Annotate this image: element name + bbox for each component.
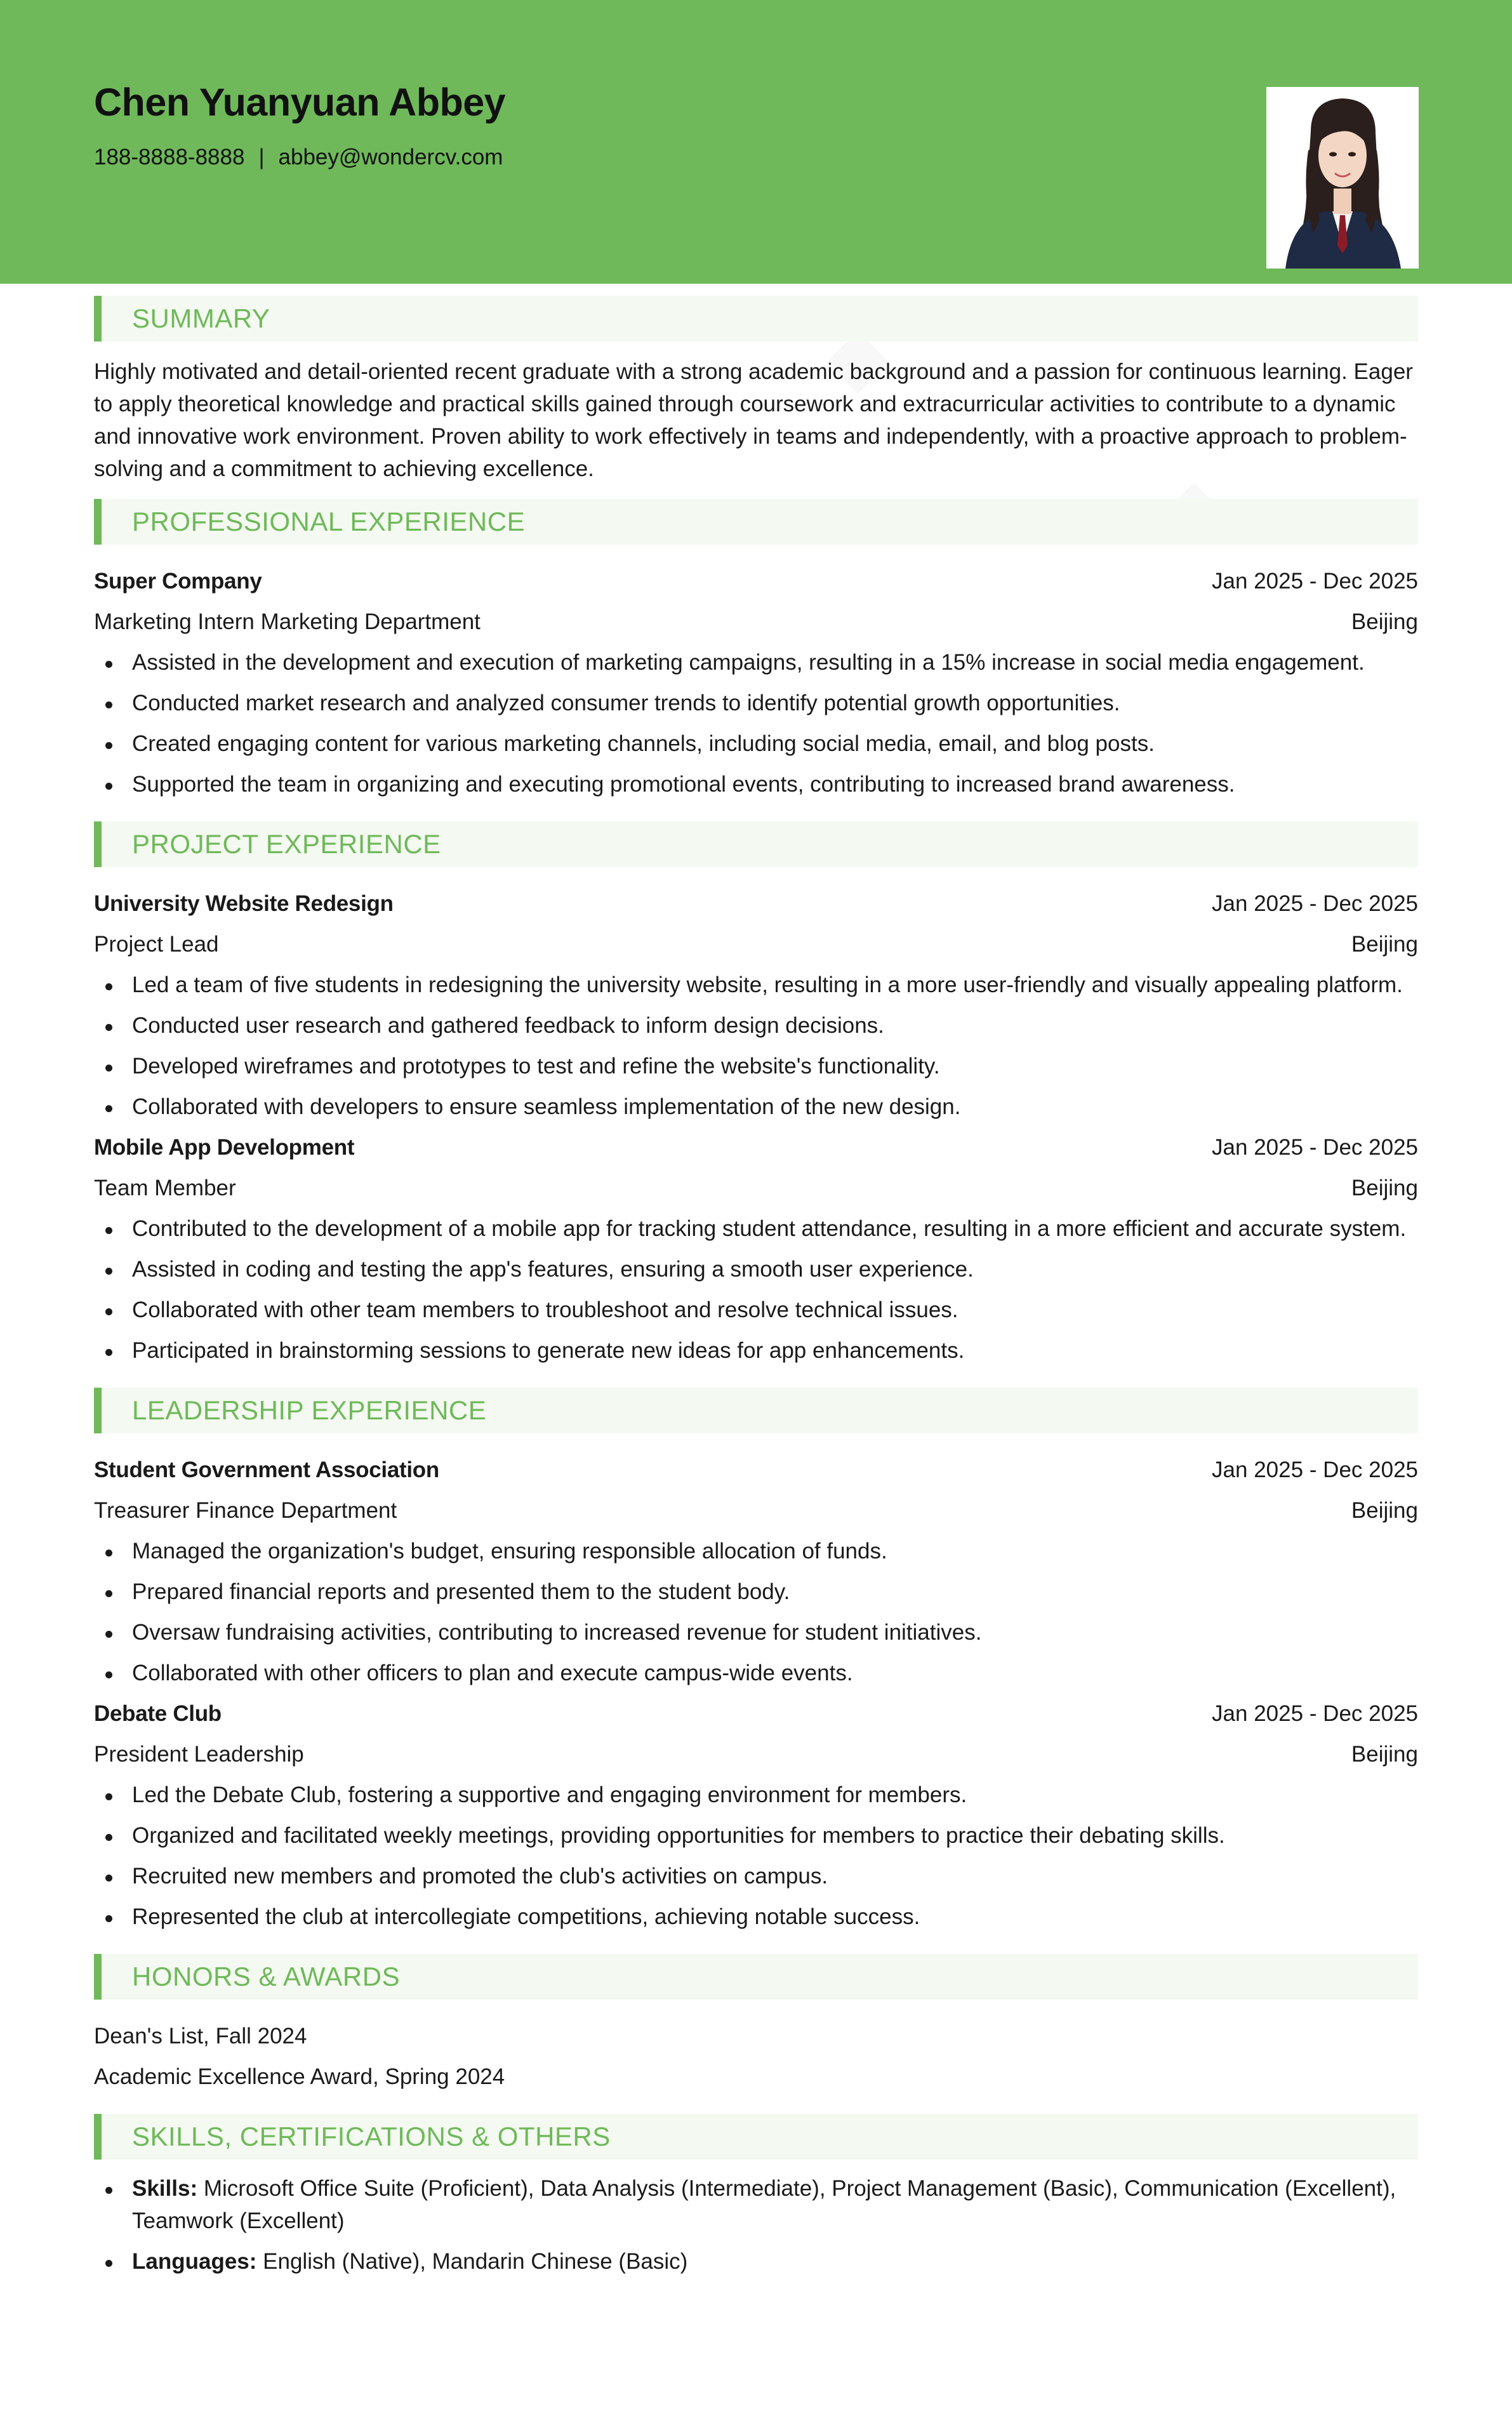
entry-location: Beijing	[1351, 932, 1418, 957]
bullet-item: Assisted in the development and execution of marketing campaigns, resulting in a 15% increase in social media engagement.	[94, 642, 1418, 683]
contact-separator: |	[258, 145, 265, 169]
entry-bullet-list	[94, 1775, 1418, 1937]
bullet-item: Led the Debate Club, fostering a supportive and engaging environment for members.	[94, 1775, 1418, 1816]
entry-role: President Leadership	[94, 1742, 304, 1767]
bullet-item: Collaborated with other officers to plan and execute campus-wide events.	[94, 1653, 1418, 1694]
entry-role: Team Member	[94, 1176, 236, 1200]
skill-value: Microsoft Office Suite (Proficient), Data Analysis (Intermediate), Project Management (Basic), Communication (Excellent), Teamwork (Excellent)	[132, 2176, 1396, 2233]
entry-date: Jan 2025 - Dec 2025	[1212, 891, 1418, 916]
entry-organization: University Website Redesign	[94, 891, 394, 916]
section-accent-bar	[94, 1954, 102, 2000]
section-header-professional-experience	[94, 499, 1418, 545]
section-header-summary	[94, 296, 1418, 342]
entry-role: Marketing Intern Marketing Department	[94, 609, 481, 634]
entry-date: Jan 2025 - Dec 2025	[1212, 1457, 1418, 1482]
bullet-item: Conducted market research and analyzed consumer trends to identify potential growth opportunities.	[94, 683, 1418, 724]
section-title: SKILLS, CERTIFICATIONS & OTHERS	[132, 2121, 611, 2151]
entry-role: Project Lead	[94, 932, 219, 957]
entry-location: Beijing	[1351, 1498, 1418, 1523]
candidate-name: Chen Yuanyuan Abbey	[94, 81, 506, 124]
section-accent-bar	[94, 296, 102, 342]
entry-organization: Student Government Association	[94, 1457, 439, 1482]
section-accent-bar	[94, 499, 102, 545]
section-header-leadership-experience	[94, 1388, 1418, 1433]
entry-bullet-list	[94, 965, 1418, 1127]
bullet-item: Collaborated with other team members to troubleshoot and resolve technical issues.	[94, 1290, 1418, 1331]
bullet-item: Developed wireframes and prototypes to test and refine the website's functionality.	[94, 1046, 1418, 1087]
leadership-entry	[94, 1694, 1418, 1937]
entry-location: Beijing	[1351, 609, 1418, 634]
entry-date: Jan 2025 - Dec 2025	[1212, 1701, 1418, 1726]
section-title: PROFESSIONAL EXPERIENCE	[132, 507, 526, 536]
section-accent-bar	[94, 2114, 102, 2160]
skill-value: English (Native), Mandarin Chinese (Basic)	[263, 2249, 688, 2274]
honor-item: Academic Excellence Award, Spring 2024	[94, 2064, 505, 2089]
bullet-item: Recruited new members and promoted the club's activities on campus.	[94, 1856, 1418, 1897]
section-header-project-experience	[94, 821, 1418, 867]
project-entry	[94, 1127, 1418, 1371]
bullet-item: Contributed to the development of a mobile app for tracking student attendance, resulting in a more efficient and accurate system.	[94, 1209, 1418, 1249]
entry-location: Beijing	[1351, 1176, 1418, 1200]
bullet-item: Participated in brainstorming sessions to generate new ideas for app enhancements.	[94, 1331, 1418, 1371]
entry-date: Jan 2025 - Dec 2025	[1212, 569, 1418, 594]
experience-entry	[94, 561, 1418, 805]
honor-item: Dean's List, Fall 2024	[94, 2024, 307, 2048]
entry-bullet-list	[94, 1209, 1418, 1371]
section-title: SUMMARY	[132, 303, 270, 333]
skill-label: Languages:	[132, 2249, 257, 2274]
resume-body	[94, 296, 1418, 2282]
entry-bullet-list	[94, 1531, 1418, 1694]
bullet-item: Represented the club at intercollegiate competitions, achieving notable success.	[94, 1897, 1418, 1937]
contact-line	[94, 145, 503, 170]
section-title: HONORS & AWARDS	[132, 1962, 401, 1991]
email-address: abbey@wondercv.com	[278, 145, 503, 169]
section-title: PROJECT EXPERIENCE	[132, 829, 441, 859]
section-accent-bar	[94, 1388, 102, 1433]
section-header-honors-awards	[94, 1954, 1418, 2000]
bullet-item: Prepared financial reports and presented them to the student body.	[94, 1572, 1418, 1612]
entry-role: Treasurer Finance Department	[94, 1498, 397, 1523]
phone-number: 188-8888-8888	[94, 145, 245, 169]
bullet-item: Assisted in coding and testing the app's features, ensuring a smooth user experience.	[94, 1249, 1418, 1290]
entry-date: Jan 2025 - Dec 2025	[1212, 1135, 1418, 1160]
languages-item	[94, 2241, 1418, 2282]
profile-photo	[1266, 87, 1419, 269]
entry-organization: Debate Club	[94, 1701, 222, 1726]
bullet-item: Collaborated with developers to ensure seamless implementation of the new design.	[94, 1087, 1418, 1127]
portrait-illustration	[1266, 87, 1419, 269]
skills-item	[94, 2168, 1418, 2241]
leadership-entry	[94, 1450, 1418, 1694]
entry-organization: Super Company	[94, 569, 262, 594]
entry-organization: Mobile App Development	[94, 1135, 355, 1160]
entry-location: Beijing	[1351, 1742, 1418, 1767]
bullet-item: Created engaging content for various marketing channels, including social media, email, and blog posts.	[94, 724, 1418, 764]
bullet-item: Conducted user research and gathered feedback to inform design decisions.	[94, 1006, 1418, 1046]
bullet-item: Supported the team in organizing and executing promotional events, contributing to increased brand awareness.	[94, 764, 1418, 805]
bullet-item: Led a team of five students in redesigning the university website, resulting in a more user-friendly and visually appealing platform.	[94, 965, 1418, 1006]
skills-list	[94, 2168, 1418, 2282]
summary-text: Highly motivated and detail-oriented recent graduate with a strong academic background and a passion for continuous learning. Eager to apply theoretical knowledge and practical skills gained through coursework and extracurricular activities to contribute to a dynamic and innovative work environment. Proven ability to work effectively in teams and independently, with a proactive approach to problem-solving and a commitment to achieving excellence.	[94, 359, 1413, 481]
section-accent-bar	[94, 821, 102, 867]
bullet-item: Organized and facilitated weekly meetings, providing opportunities for members to practice their debating skills.	[94, 1816, 1418, 1856]
resume-header	[0, 0, 1512, 284]
project-entry	[94, 884, 1418, 1127]
section-title: LEADERSHIP EXPERIENCE	[132, 1395, 487, 1425]
bullet-item: Oversaw fundraising activities, contributing to increased revenue for student initiatives.	[94, 1612, 1418, 1653]
section-header-skills	[94, 2114, 1418, 2160]
skill-label: Skills:	[132, 2176, 198, 2201]
bullet-item: Managed the organization's budget, ensuring responsible allocation of funds.	[94, 1531, 1418, 1572]
entry-bullet-list	[94, 642, 1418, 805]
